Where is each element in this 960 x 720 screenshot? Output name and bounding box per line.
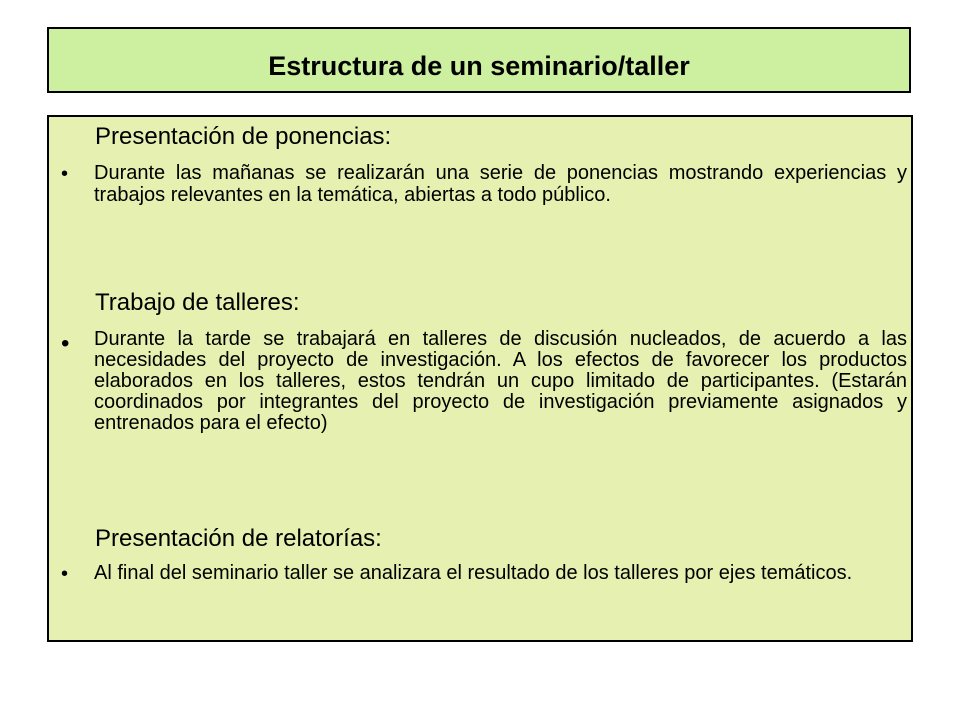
slide-title: Estructura de un seminario/taller — [268, 50, 690, 81]
section-heading-talleres: Trabajo de talleres: — [95, 289, 300, 316]
section-text-relatorias: Al final del seminario taller se analizara el resultado de los talleres por ejes temáticos. — [94, 562, 853, 584]
section-heading-relatorias: Presentación de relatorías: — [95, 525, 382, 552]
section-text-talleres: Durante la tarde se trabajará en talleres de discusión nucleados, de acuerdo a las necesidades del proyecto de investigación. A los efectos de favorecer los productos elaborados en los talleres, estos tendrán un cupo limitado de participantes. (Estarán coordinados por integrantes del proyecto de investigación previamente asignados y entrenados para el efecto) — [94, 328, 907, 434]
title-box — [47, 27, 911, 93]
bullet-relatorias: • — [61, 563, 69, 585]
content-box — [47, 115, 913, 642]
bullet-ponencias: • — [61, 163, 69, 185]
bullet-talleres: • — [61, 330, 70, 357]
section-text-ponencias: Durante las mañanas se realizarán una serie de ponencias mostrando experiencias y trabajos relevantes en la temática, abiertas a todo público. — [94, 162, 907, 206]
section-heading-ponencias: Presentación de ponencias: — [95, 123, 392, 150]
